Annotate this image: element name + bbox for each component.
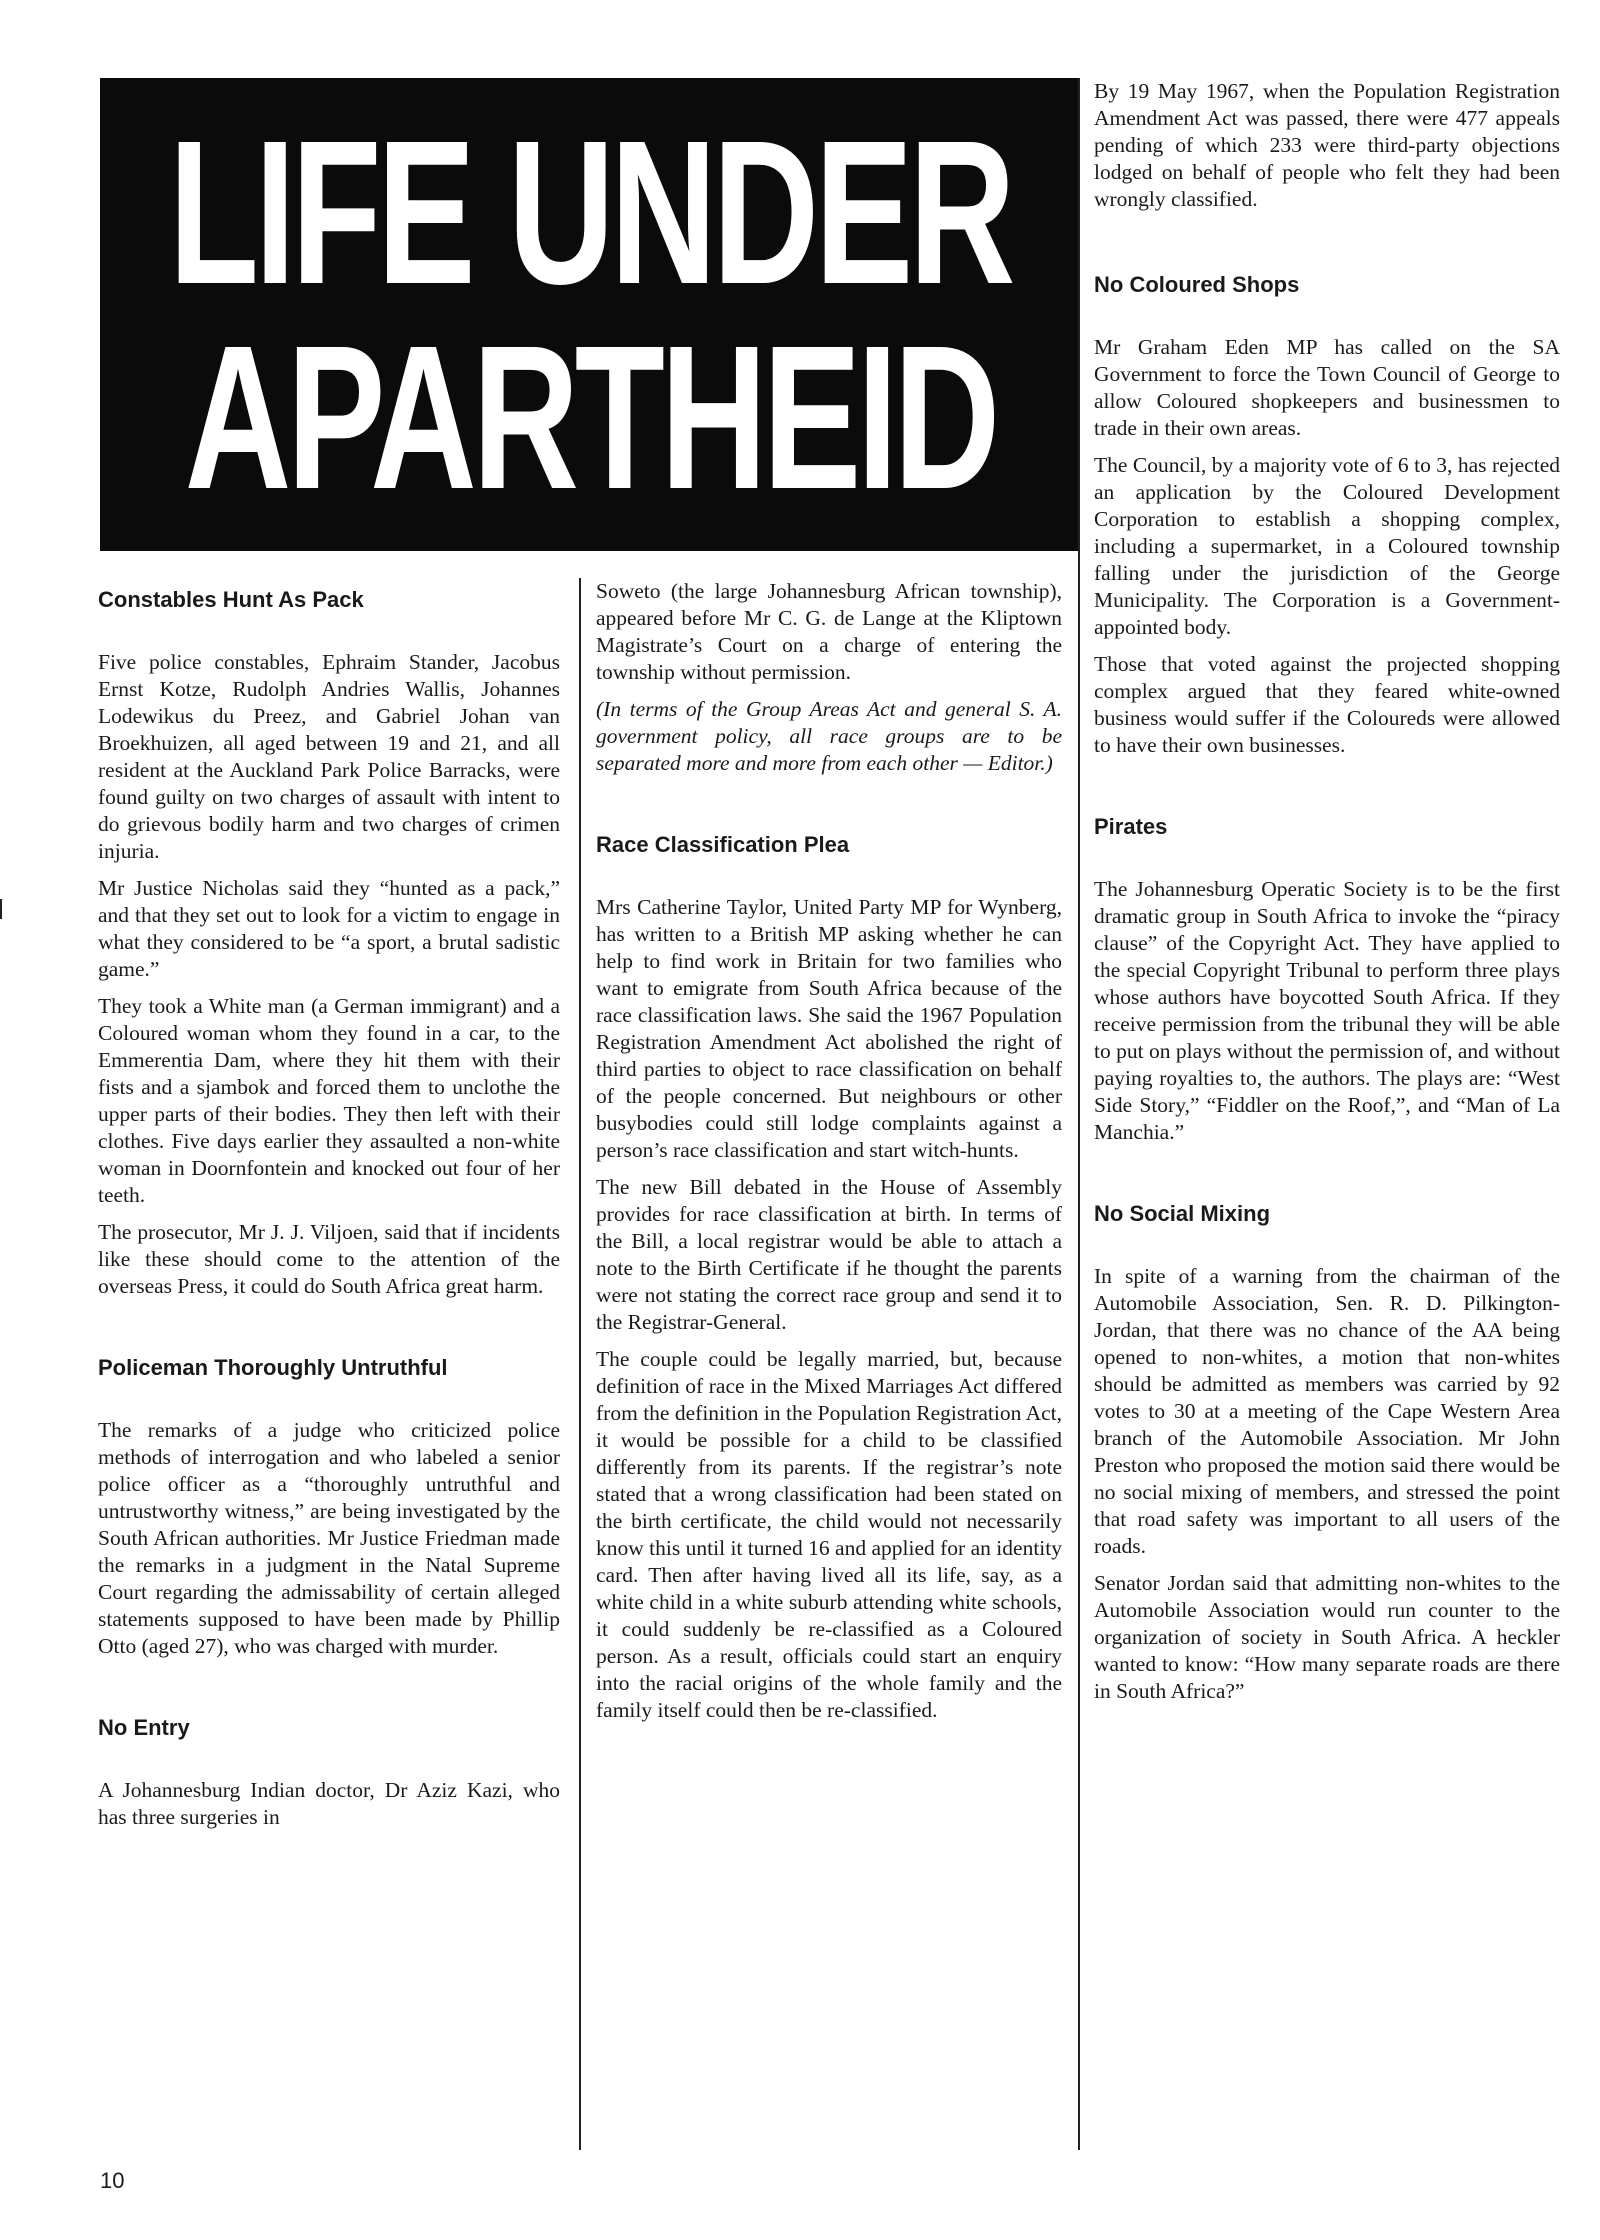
article-headline: No Coloured Shops (1094, 272, 1300, 297)
column-right (1094, 78, 1560, 1759)
article-paragraph: Soweto (the large Johannesburg African township), appeared before Mr C. G. de Lange at the Kliptown Magistrate’s Court on a charge of entering the township without permission. (596, 579, 1062, 684)
article (1094, 813, 1560, 1146)
masthead-title-line-2: APARTHEID (184, 302, 996, 532)
article-paragraph: Mr Justice Nicholas said they “hunted as a pack,” and that they set out to look for a victim to engage in what they considered to be “a sport, a brutal sadistic game.” (98, 876, 560, 981)
article-paragraph: Senator Jordan said that admitting non-whites to the Automobile Association would run counter to the organization of society in South Africa. A heckler wanted to know: “How many separate roads are there in South Africa?” (1094, 1571, 1560, 1703)
article-headline: No Entry (98, 1715, 190, 1740)
article-paragraph: They took a White man (a German immigrant) and a Coloured woman whom they found in a car, to the Emmerentia Dam, where they hit them with their fists and a sjambok and forced them to unclothe the upper parts of their bodies. They then left with their clothes. Five days earlier they assaulted a non-white woman in Doornfontein and knocked out four of her teeth. (98, 994, 560, 1207)
article (98, 1354, 560, 1660)
article (1094, 78, 1560, 213)
article-paragraph: The Johannesburg Operatic Society is to be the first dramatic group in South Africa to invoke the “piracy clause” of the Copyright Act. They have applied to the special Copyright Tribunal to perform three plays whose authors have boycotted South Africa. If they receive permission from the tribunal they will be able to put on plays without the permission of, and without paying royalties to, the authors. The plays are: “West Side Story,” “Fiddler on the Roof,”, and “Man of La Manchia.” (1094, 877, 1560, 1144)
article-paragraph: The remarks of a judge who criticized police methods of interrogation and who labeled a senior police officer as a “thoroughly untruthful and untrustworthy witness,” are being investigated by the South African authorities. Mr Justice Friedman made the remarks in a judgment in the Natal Supreme Court regarding the admissability of certain alleged statements supposed to have been made by Phillip Otto (aged 27), who was charged with murder. (98, 1418, 560, 1658)
article-paragraph: (In terms of the Group Areas Act and general S. A. government policy, all race groups are to be separated more and more from each other — Editor.) (596, 697, 1062, 775)
article-paragraph: A Johannesburg Indian doctor, Dr Aziz Kazi, who has three surgeries in (98, 1778, 560, 1829)
article-paragraph: The couple could be legally married, but, because definition of race in the Mixed Marriages Act differed from the definition in the Population Registration Act, it would be possible for a child to be classified differently from its parents. If the registrar’s note stated that a wrong classification had been stated on the birth certificate, the child would not necessarily know this until it turned 16 and applied for an identity card. Then after having lived all its life, say, as a white child in a white suburb attending white schools, it could suddenly be re-classified as a Coloured person. As a result, officials could start an enquiry into the racial origins of the whole family and the family itself could then be re-classified. (596, 1347, 1062, 1722)
article-paragraph: In spite of a warning from the chairman of the Automobile Association, Sen. R. D. Pilkington-Jordan, that there was no chance of the AA being opened to non-whites, a motion that non-whites should be admitted as members was carried by 92 votes to 30 at a meeting of the Cape Western Area branch of the Automobile Association. Mr John Preston who proposed the motion said there would be no social mixing of members, and stressed the point that road safety was important to all users of the roads. (1094, 1264, 1560, 1558)
article (1094, 271, 1560, 759)
column-divider (579, 578, 581, 2150)
article-paragraph: Mr Graham Eden MP has called on the SA Government to force the Town Council of George to allow Coloured shopkeepers and businessmen to trade in their own areas. (1094, 335, 1560, 440)
article-paragraph: Those that voted against the projected shopping complex argued that they feared white-owned business would suffer if the Coloureds were allowed to have their own businesses. (1094, 652, 1560, 757)
column-middle (596, 578, 1062, 1778)
article (596, 578, 1062, 777)
column-divider (1078, 78, 1080, 2150)
article-paragraph: The prosecutor, Mr J. J. Viljoen, said that if incidents like these should come to the attention of the overseas Press, it could do South Africa great harm. (98, 1220, 560, 1298)
article (98, 1714, 560, 1831)
article (596, 831, 1062, 1724)
article-paragraph: Five police constables, Ephraim Stander, Jacobus Ernst Kotze, Rudolph Andries Wallis, Johannes Lodewikus du Preez, and Gabriel Johan van Broekhuizen, all aged between 19 and 21, and all resident at the Auckland Park Police Barracks, were found guilty on two charges of assault with intent to do grievous bodily harm and two charges of crimen injuria. (98, 650, 560, 863)
article-paragraph: By 19 May 1967, when the Population Registration Amendment Act was passed, there were 477 appeals pending of which 233 were third-party objections lodged on behalf of people who felt they had been wrongly classified. (1094, 79, 1560, 211)
article-headline: Policeman Thoroughly Untruthful (98, 1355, 448, 1380)
article-headline: Pirates (1094, 814, 1168, 839)
masthead-title-line-1: LIFE UNDER (168, 97, 1012, 327)
article-paragraph: The Council, by a majority vote of 6 to 3, has rejected an application by the Coloured Development Corporation to establish a shopping complex, including a supermarket, in a Coloured township falling under the jurisdiction of the George Municipality. The Corporation is a Government-appointed body. (1094, 453, 1560, 639)
masthead-banner (100, 78, 1080, 551)
column-left (98, 578, 560, 1885)
page-number: 10 (100, 2168, 125, 2193)
margin-mark (0, 899, 2, 919)
article (98, 586, 560, 1300)
article-paragraph: Mrs Catherine Taylor, United Party MP for Wynberg, has written to a British MP asking whether he can help to find work in Britain for two families who want to emigrate from South Africa because of the race classification laws. She said the 1967 Population Registration Amendment Act abolished the right of third parties to object to race classification on behalf of the people concerned. But neighbours or other busybodies could still lodge complaints against a person’s race classification and start witch-hunts. (596, 895, 1062, 1162)
article-headline: Constables Hunt As Pack (98, 587, 364, 612)
article (1094, 1200, 1560, 1705)
article-paragraph: The new Bill debated in the House of Assembly provides for race classification at birth. In terms of the Bill, a local registrar would be able to attach a note to the Birth Certificate if he thought the parents were not stating the correct race group and send it to the Registrar-General. (596, 1175, 1062, 1334)
article-headline: Race Classification Plea (596, 832, 850, 857)
article-headline: No Social Mixing (1094, 1201, 1271, 1226)
